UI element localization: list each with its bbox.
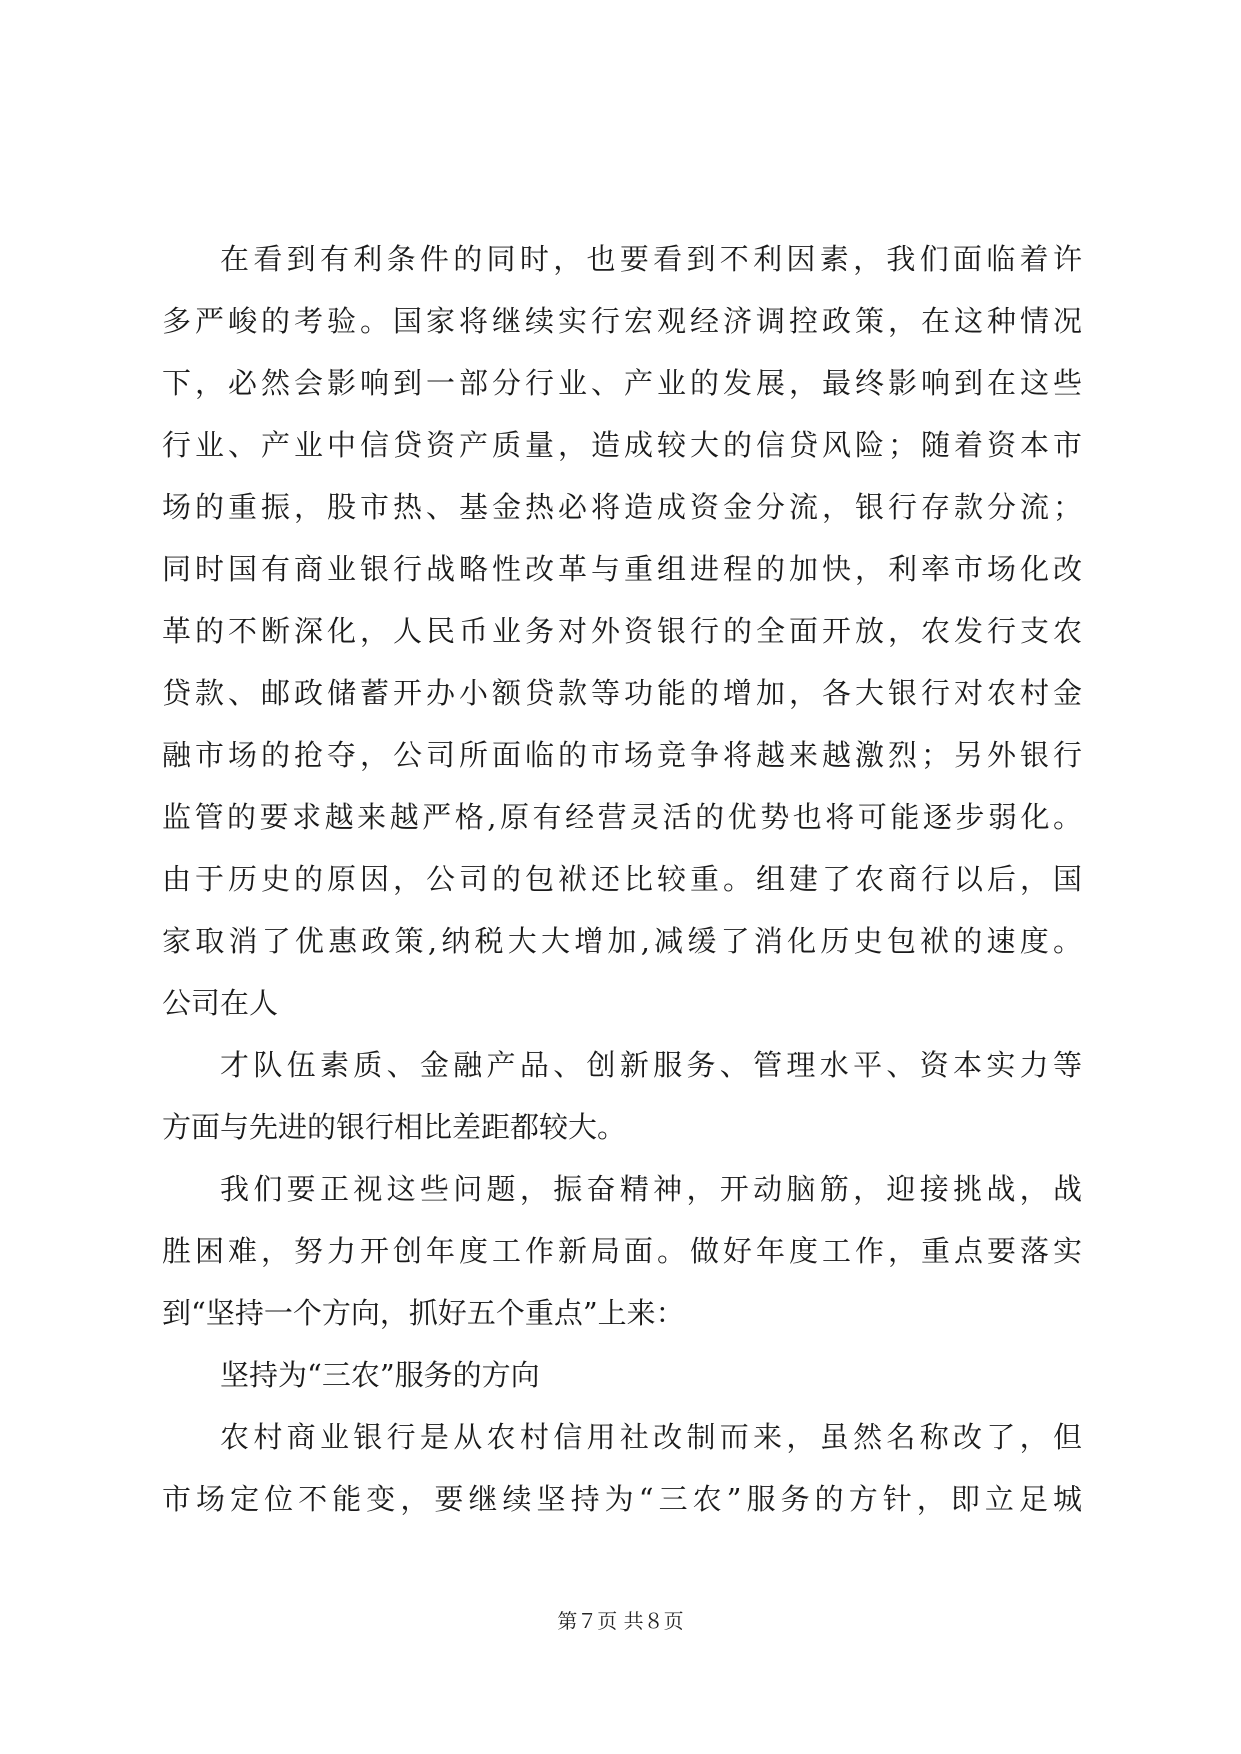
text-line: 我们要正视这些问题，振奋精神，开动脑筋，迎接挑战，战 [220,1172,1082,1206]
text-line: 在看到有利条件的同时，也要看到不利因素，我们面临着许 [220,242,1082,276]
text-line: 贷款、邮政储蓄开办小额贷款等功能的增加，各大银行对农村金 [162,676,1082,710]
text-line: 监管的要求越来越严格,原有经营灵活的优势也将可能逐步弱化。 [162,800,1082,834]
text-line: 公司在人 [162,986,279,1020]
text-line: 胜困难，努力开创年度工作新局面。做好年度工作，重点要落实 [162,1234,1082,1268]
text-line: 革的不断深化，人民币业务对外资银行的全面开放，农发行支农 [162,614,1082,648]
text-line: 场的重振，股市热、基金热必将造成资金分流，银行存款分流； [162,490,1082,524]
text-line: 行业、产业中信贷资产质量，造成较大的信贷风险；随着资本市 [162,428,1082,462]
text-line: 方面与先进的银行相比差距都较大。 [162,1110,627,1144]
text-line: 市场定位不能变，要继续坚持为“三农”服务的方针，即立足城 [162,1482,1082,1516]
page-number-footer: 第７页 共８页 [557,1609,684,1633]
text-line: 到“坚持一个方向，抓好五个重点”上来： [162,1296,685,1330]
text-line: 才队伍素质、金融产品、创新服务、管理水平、资本实力等 [220,1048,1082,1082]
text-line: 多严峻的考验。国家将继续实行宏观经济调控政策，在这种情况 [162,304,1082,338]
text-line: 家取消了优惠政策,纳税大大增加,减缓了消化历史包袱的速度。 [162,924,1082,958]
text-line: 下，必然会影响到一部分行业、产业的发展，最终影响到在这些 [162,366,1082,400]
text-line: 由于历史的原因，公司的包袱还比较重。组建了农商行以后，国 [162,862,1082,896]
text-line: 农村商业银行是从农村信用社改制而来，虽然名称改了，但 [220,1420,1082,1454]
document-body [162,228,1082,1530]
text-line: 同时国有商业银行战略性改革与重组进程的加快，利率市场化改 [162,552,1082,586]
section-heading: 坚持为“三农”服务的方向 [220,1358,540,1392]
text-line: 融市场的抢夺，公司所面临的市场竞争将越来越激烈；另外银行 [162,738,1082,772]
